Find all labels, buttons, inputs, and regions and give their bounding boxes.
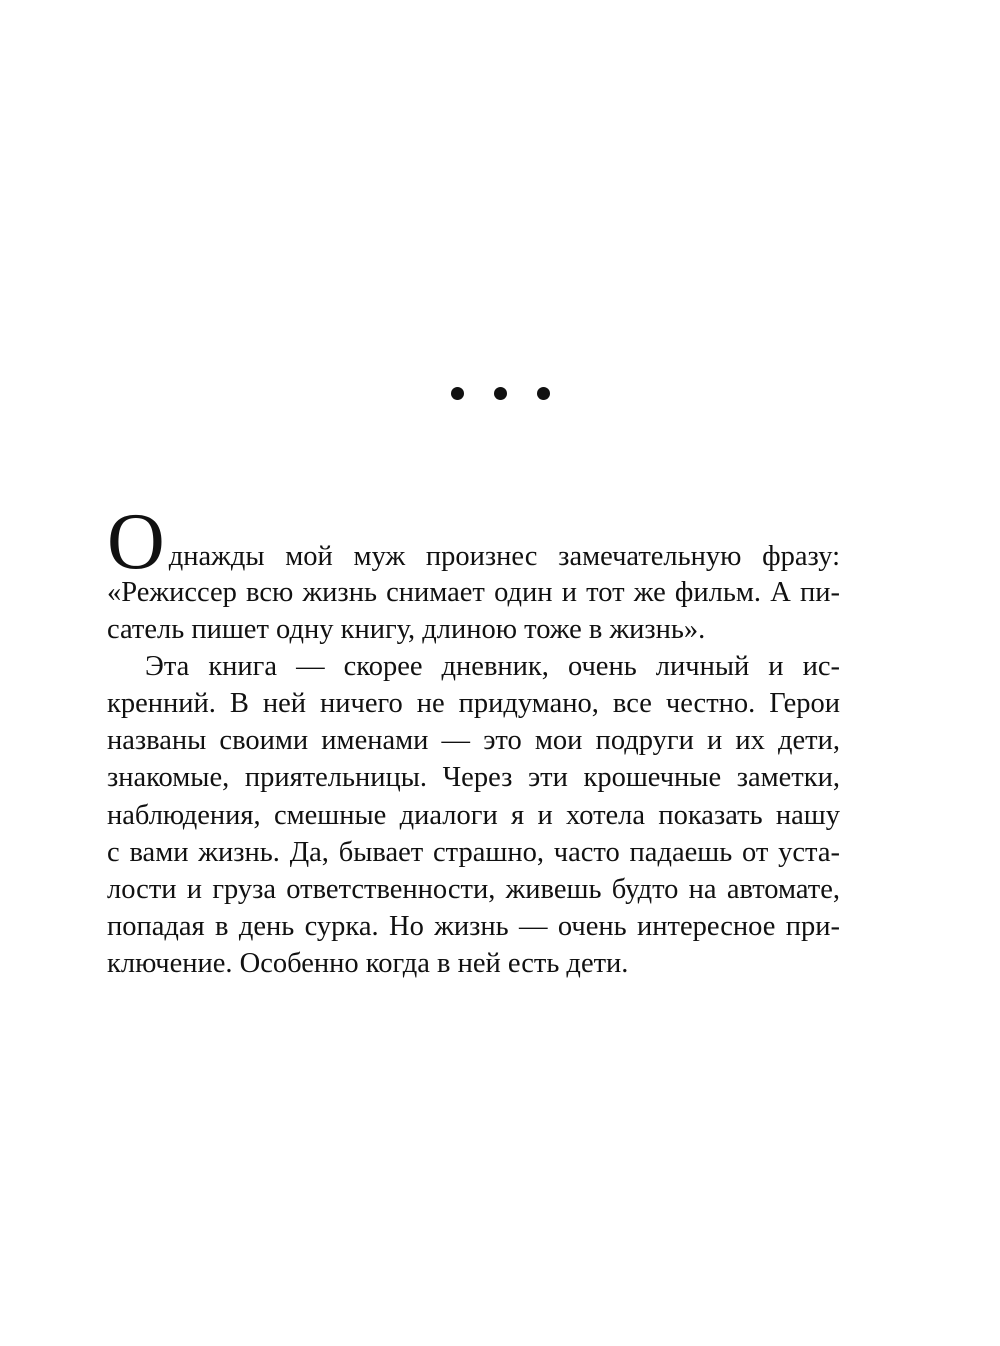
text-line: знакомые, приятельницы. Через эти крошечные заметки, xyxy=(107,762,840,794)
drop-cap: О xyxy=(107,498,165,586)
text-line: лости и груза ответственности, живешь будто на автомате, xyxy=(107,873,840,905)
text-line: «Режиссер всю жизнь снимает один и тот же фильм. А пи- xyxy=(107,577,840,608)
text-line: попадая в день сурка. Но жизнь — очень интересное при- xyxy=(107,910,840,942)
text-line: Эта книга — скорее дневник, очень личный и ис- xyxy=(145,651,840,683)
text-line: наблюдения, смешные диалоги я и хотела показать нашу xyxy=(107,799,840,831)
text-line: с вами жизнь. Да, бывает страшно, часто падаешь от уста- xyxy=(107,836,840,868)
text-line: названы своими именами — это мои подруги и их дети, xyxy=(107,725,840,757)
ornament-dot xyxy=(494,387,507,400)
paragraph-1-first-line xyxy=(107,498,840,586)
paragraph-1 xyxy=(107,498,840,648)
ornament-dot xyxy=(537,387,550,400)
text-line: ключение. Особенно когда в ней есть дети. xyxy=(107,947,629,979)
ornament-dot xyxy=(451,387,464,400)
text-line: днажды мой муж произнес замечательную фразу: xyxy=(168,540,840,572)
body-text xyxy=(107,498,840,982)
text-line: кренний. В ней ничего не придумано, все честно. Герои xyxy=(107,688,840,720)
paragraph-2 xyxy=(107,648,840,982)
text-line: сатель пишет одну книгу, длиною тоже в жизнь». xyxy=(107,614,706,646)
section-break-ornament xyxy=(0,387,1000,403)
